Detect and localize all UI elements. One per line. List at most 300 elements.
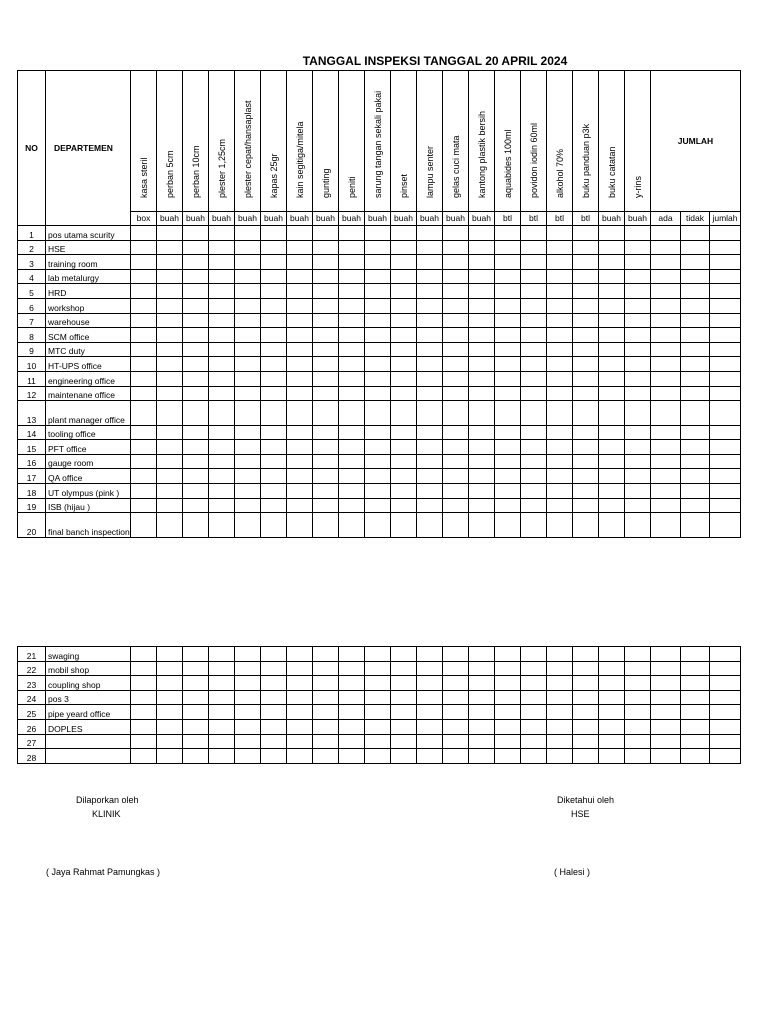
empty-cell (235, 284, 261, 299)
row-number: 7 (18, 313, 46, 328)
empty-cell (443, 371, 469, 386)
empty-cell (521, 342, 547, 357)
empty-cell (681, 386, 710, 401)
empty-cell (547, 469, 573, 484)
header-item (157, 71, 183, 212)
empty-cell (131, 440, 157, 455)
empty-cell (183, 226, 209, 241)
empty-cell (183, 498, 209, 513)
empty-cell (157, 676, 183, 691)
empty-cell (710, 734, 741, 749)
header-item-label: plester 1,25cm (216, 138, 227, 198)
header-item-label: povidon iodin 60ml (528, 122, 539, 198)
known-by-name: ( Halesi ) (554, 867, 591, 877)
empty-cell (710, 401, 741, 426)
empty-cell (417, 647, 443, 662)
empty-cell (625, 676, 651, 691)
header-item (287, 71, 313, 212)
empty-cell (547, 255, 573, 270)
empty-cell (287, 440, 313, 455)
reported-by-name: ( Jaya Rahmat Pamungkas ) (46, 867, 161, 877)
empty-cell (651, 313, 681, 328)
header-jumlah: JUMLAH (651, 71, 741, 212)
header-item-label: sarung tangan sekali pakai (372, 90, 383, 198)
empty-cell (681, 440, 710, 455)
empty-cell (651, 328, 681, 343)
empty-cell (681, 676, 710, 691)
empty-cell (625, 401, 651, 426)
empty-cell (209, 647, 235, 662)
empty-cell (521, 454, 547, 469)
table-row (18, 240, 741, 255)
empty-cell (625, 386, 651, 401)
empty-cell (183, 676, 209, 691)
empty-cell (183, 386, 209, 401)
empty-cell (469, 255, 495, 270)
empty-cell (443, 401, 469, 426)
header-item (417, 71, 443, 212)
empty-cell (261, 342, 287, 357)
empty-cell (131, 647, 157, 662)
empty-cell (469, 284, 495, 299)
row-number: 5 (18, 284, 46, 299)
empty-cell (313, 371, 339, 386)
header-item (339, 71, 365, 212)
row-number: 2 (18, 240, 46, 255)
empty-cell (235, 357, 261, 372)
empty-cell (681, 269, 710, 284)
empty-cell (573, 298, 599, 313)
empty-cell (681, 298, 710, 313)
empty-cell (131, 284, 157, 299)
empty-cell (417, 313, 443, 328)
row-number: 1 (18, 226, 46, 241)
empty-cell (443, 676, 469, 691)
empty-cell (131, 676, 157, 691)
empty-cell (157, 647, 183, 662)
empty-cell (391, 469, 417, 484)
empty-cell (339, 705, 365, 720)
empty-cell (391, 513, 417, 538)
table-row (18, 484, 741, 499)
jumlah-subheader: jumlah (710, 211, 741, 225)
empty-cell (681, 690, 710, 705)
empty-cell (599, 269, 625, 284)
empty-cell (313, 386, 339, 401)
empty-cell (339, 513, 365, 538)
known-by-role: HSE (571, 809, 590, 819)
table-row (18, 749, 741, 764)
empty-cell (599, 401, 625, 426)
empty-cell (365, 661, 391, 676)
empty-cell (599, 298, 625, 313)
empty-cell (313, 661, 339, 676)
empty-cell (287, 269, 313, 284)
empty-cell (339, 690, 365, 705)
row-departemen: tooling office (46, 425, 131, 440)
empty-cell (710, 269, 741, 284)
empty-cell (339, 454, 365, 469)
empty-cell (131, 469, 157, 484)
empty-cell (547, 401, 573, 426)
empty-cell (495, 328, 521, 343)
empty-cell (391, 498, 417, 513)
empty-cell (469, 425, 495, 440)
empty-cell (521, 425, 547, 440)
empty-cell (547, 371, 573, 386)
empty-cell (157, 440, 183, 455)
empty-cell (339, 357, 365, 372)
header-item (235, 71, 261, 212)
empty-cell (235, 749, 261, 764)
empty-cell (651, 690, 681, 705)
empty-cell (443, 690, 469, 705)
empty-cell (209, 255, 235, 270)
empty-cell (443, 226, 469, 241)
empty-cell (625, 328, 651, 343)
header-item (313, 71, 339, 212)
empty-cell (599, 328, 625, 343)
header-item-label: buku catatan (606, 146, 617, 198)
empty-cell (681, 749, 710, 764)
empty-cell (495, 284, 521, 299)
empty-cell (261, 371, 287, 386)
empty-cell (313, 298, 339, 313)
empty-cell (681, 313, 710, 328)
empty-cell (391, 705, 417, 720)
empty-cell (131, 371, 157, 386)
empty-cell (313, 226, 339, 241)
empty-cell (599, 498, 625, 513)
empty-cell (157, 454, 183, 469)
empty-cell (313, 484, 339, 499)
empty-cell (339, 440, 365, 455)
row-number: 26 (18, 719, 46, 734)
empty-cell (443, 386, 469, 401)
empty-cell (521, 690, 547, 705)
empty-cell (495, 255, 521, 270)
empty-cell (365, 226, 391, 241)
header-item-label: kain segitiga/mitela (294, 121, 305, 198)
unit-cell: btl (495, 211, 521, 225)
empty-cell (599, 749, 625, 764)
empty-cell (599, 371, 625, 386)
reported-by-label: Dilaporkan oleh (76, 795, 139, 805)
empty-cell (235, 676, 261, 691)
empty-cell (313, 425, 339, 440)
empty-cell (287, 719, 313, 734)
empty-cell (599, 469, 625, 484)
empty-cell (287, 690, 313, 705)
empty-cell (417, 284, 443, 299)
empty-cell (261, 454, 287, 469)
empty-cell (131, 401, 157, 426)
empty-cell (625, 690, 651, 705)
table-row (18, 284, 741, 299)
empty-cell (157, 269, 183, 284)
unit-cell: buah (287, 211, 313, 225)
empty-cell (681, 498, 710, 513)
empty-cell (521, 226, 547, 241)
empty-cell (710, 498, 741, 513)
empty-cell (287, 734, 313, 749)
empty-cell (681, 342, 710, 357)
empty-cell (339, 749, 365, 764)
empty-cell (261, 357, 287, 372)
empty-cell (443, 705, 469, 720)
empty-cell (209, 401, 235, 426)
empty-cell (469, 328, 495, 343)
empty-cell (417, 269, 443, 284)
empty-cell (599, 690, 625, 705)
empty-cell (157, 342, 183, 357)
empty-cell (710, 676, 741, 691)
empty-cell (339, 469, 365, 484)
empty-cell (235, 298, 261, 313)
unit-cell: btl (547, 211, 573, 225)
table-row (18, 676, 741, 691)
empty-cell (625, 240, 651, 255)
empty-cell (495, 454, 521, 469)
empty-cell (183, 719, 209, 734)
empty-cell (710, 328, 741, 343)
empty-cell (625, 749, 651, 764)
empty-cell (313, 719, 339, 734)
empty-cell (443, 269, 469, 284)
empty-cell (710, 255, 741, 270)
row-departemen: warehouse (46, 313, 131, 328)
empty-cell (625, 313, 651, 328)
empty-cell (287, 705, 313, 720)
empty-cell (469, 498, 495, 513)
row-number: 24 (18, 690, 46, 705)
table-row (18, 357, 741, 372)
empty-cell (235, 269, 261, 284)
table-row (18, 454, 741, 469)
empty-cell (391, 240, 417, 255)
empty-cell (235, 371, 261, 386)
empty-cell (209, 284, 235, 299)
unit-cell: box (131, 211, 157, 225)
row-number: 4 (18, 269, 46, 284)
empty-cell (391, 440, 417, 455)
empty-cell (417, 661, 443, 676)
empty-cell (417, 734, 443, 749)
empty-cell (599, 734, 625, 749)
empty-cell (313, 328, 339, 343)
empty-cell (651, 647, 681, 662)
empty-cell (183, 425, 209, 440)
empty-cell (235, 425, 261, 440)
empty-cell (261, 690, 287, 705)
empty-cell (157, 255, 183, 270)
empty-cell (547, 661, 573, 676)
empty-cell (339, 371, 365, 386)
table-row (18, 313, 741, 328)
empty-cell (710, 647, 741, 662)
empty-cell (235, 255, 261, 270)
row-number: 8 (18, 328, 46, 343)
empty-cell (599, 440, 625, 455)
empty-cell (183, 255, 209, 270)
row-number: 21 (18, 647, 46, 662)
empty-cell (521, 749, 547, 764)
empty-cell (287, 240, 313, 255)
empty-cell (710, 719, 741, 734)
empty-cell (183, 513, 209, 538)
empty-cell (521, 255, 547, 270)
empty-cell (651, 284, 681, 299)
empty-cell (710, 386, 741, 401)
empty-cell (547, 484, 573, 499)
empty-cell (625, 513, 651, 538)
empty-cell (261, 647, 287, 662)
empty-cell (573, 734, 599, 749)
empty-cell (681, 226, 710, 241)
empty-cell (209, 498, 235, 513)
empty-cell (313, 690, 339, 705)
empty-cell (365, 313, 391, 328)
header-item-label: peniti (346, 176, 357, 198)
header-item-label: pinset (398, 173, 409, 198)
row-departemen: SCM office (46, 328, 131, 343)
empty-cell (365, 386, 391, 401)
empty-cell (443, 298, 469, 313)
empty-cell (183, 440, 209, 455)
empty-cell (681, 371, 710, 386)
empty-cell (365, 454, 391, 469)
empty-cell (547, 513, 573, 538)
header-item-label: kantong plastik bersih (476, 110, 487, 198)
empty-cell (261, 240, 287, 255)
table-row (18, 661, 741, 676)
empty-cell (443, 284, 469, 299)
table-row (18, 226, 741, 241)
empty-cell (443, 313, 469, 328)
empty-cell (287, 513, 313, 538)
row-departemen: final banch inspection (46, 513, 131, 538)
empty-cell (573, 676, 599, 691)
empty-cell (547, 498, 573, 513)
empty-cell (157, 734, 183, 749)
empty-cell (183, 371, 209, 386)
empty-cell (710, 371, 741, 386)
empty-cell (443, 469, 469, 484)
empty-cell (131, 719, 157, 734)
empty-cell (469, 313, 495, 328)
empty-cell (547, 690, 573, 705)
empty-cell (599, 357, 625, 372)
header-item (599, 71, 625, 212)
empty-cell (339, 425, 365, 440)
empty-cell (261, 661, 287, 676)
empty-cell (599, 647, 625, 662)
row-number: 15 (18, 440, 46, 455)
empty-cell (131, 357, 157, 372)
empty-cell (625, 298, 651, 313)
empty-cell (391, 719, 417, 734)
empty-cell (157, 226, 183, 241)
empty-cell (183, 240, 209, 255)
empty-cell (469, 342, 495, 357)
empty-cell (681, 425, 710, 440)
empty-cell (365, 240, 391, 255)
empty-cell (443, 240, 469, 255)
empty-cell (547, 454, 573, 469)
empty-cell (261, 313, 287, 328)
empty-cell (495, 719, 521, 734)
empty-cell (261, 749, 287, 764)
empty-cell (183, 469, 209, 484)
header-item (209, 71, 235, 212)
empty-cell (521, 269, 547, 284)
jumlah-subheader: ada (651, 211, 681, 225)
row-number: 16 (18, 454, 46, 469)
empty-cell (681, 719, 710, 734)
row-number: 17 (18, 469, 46, 484)
empty-cell (469, 676, 495, 691)
empty-cell (157, 425, 183, 440)
empty-cell (235, 328, 261, 343)
empty-cell (495, 425, 521, 440)
empty-cell (625, 719, 651, 734)
empty-cell (209, 484, 235, 499)
empty-cell (651, 425, 681, 440)
row-departemen: pos utama scurity (46, 226, 131, 241)
empty-cell (573, 425, 599, 440)
empty-cell (365, 647, 391, 662)
empty-cell (495, 386, 521, 401)
empty-cell (339, 734, 365, 749)
empty-cell (235, 498, 261, 513)
header-item (443, 71, 469, 212)
empty-cell (573, 661, 599, 676)
empty-cell (443, 661, 469, 676)
empty-cell (209, 313, 235, 328)
empty-cell (417, 690, 443, 705)
empty-cell (681, 705, 710, 720)
empty-cell (417, 440, 443, 455)
empty-cell (183, 484, 209, 499)
empty-cell (443, 484, 469, 499)
empty-cell (547, 313, 573, 328)
empty-cell (339, 269, 365, 284)
empty-cell (417, 454, 443, 469)
table-row (18, 342, 741, 357)
empty-cell (313, 313, 339, 328)
empty-cell (417, 401, 443, 426)
empty-cell (391, 425, 417, 440)
header-item-label: buku panduan p3k (580, 123, 591, 198)
empty-cell (313, 357, 339, 372)
unit-cell: buah (417, 211, 443, 225)
empty-cell (131, 255, 157, 270)
empty-cell (261, 284, 287, 299)
header-item-label: lampu senter (424, 145, 435, 198)
empty-cell (495, 313, 521, 328)
empty-cell (521, 328, 547, 343)
empty-cell (131, 661, 157, 676)
empty-cell (287, 484, 313, 499)
header-item-label: perban 5cm (164, 150, 175, 198)
empty-cell (261, 386, 287, 401)
empty-cell (495, 269, 521, 284)
empty-cell (183, 734, 209, 749)
empty-cell (599, 342, 625, 357)
empty-cell (157, 749, 183, 764)
empty-cell (287, 342, 313, 357)
empty-cell (339, 328, 365, 343)
